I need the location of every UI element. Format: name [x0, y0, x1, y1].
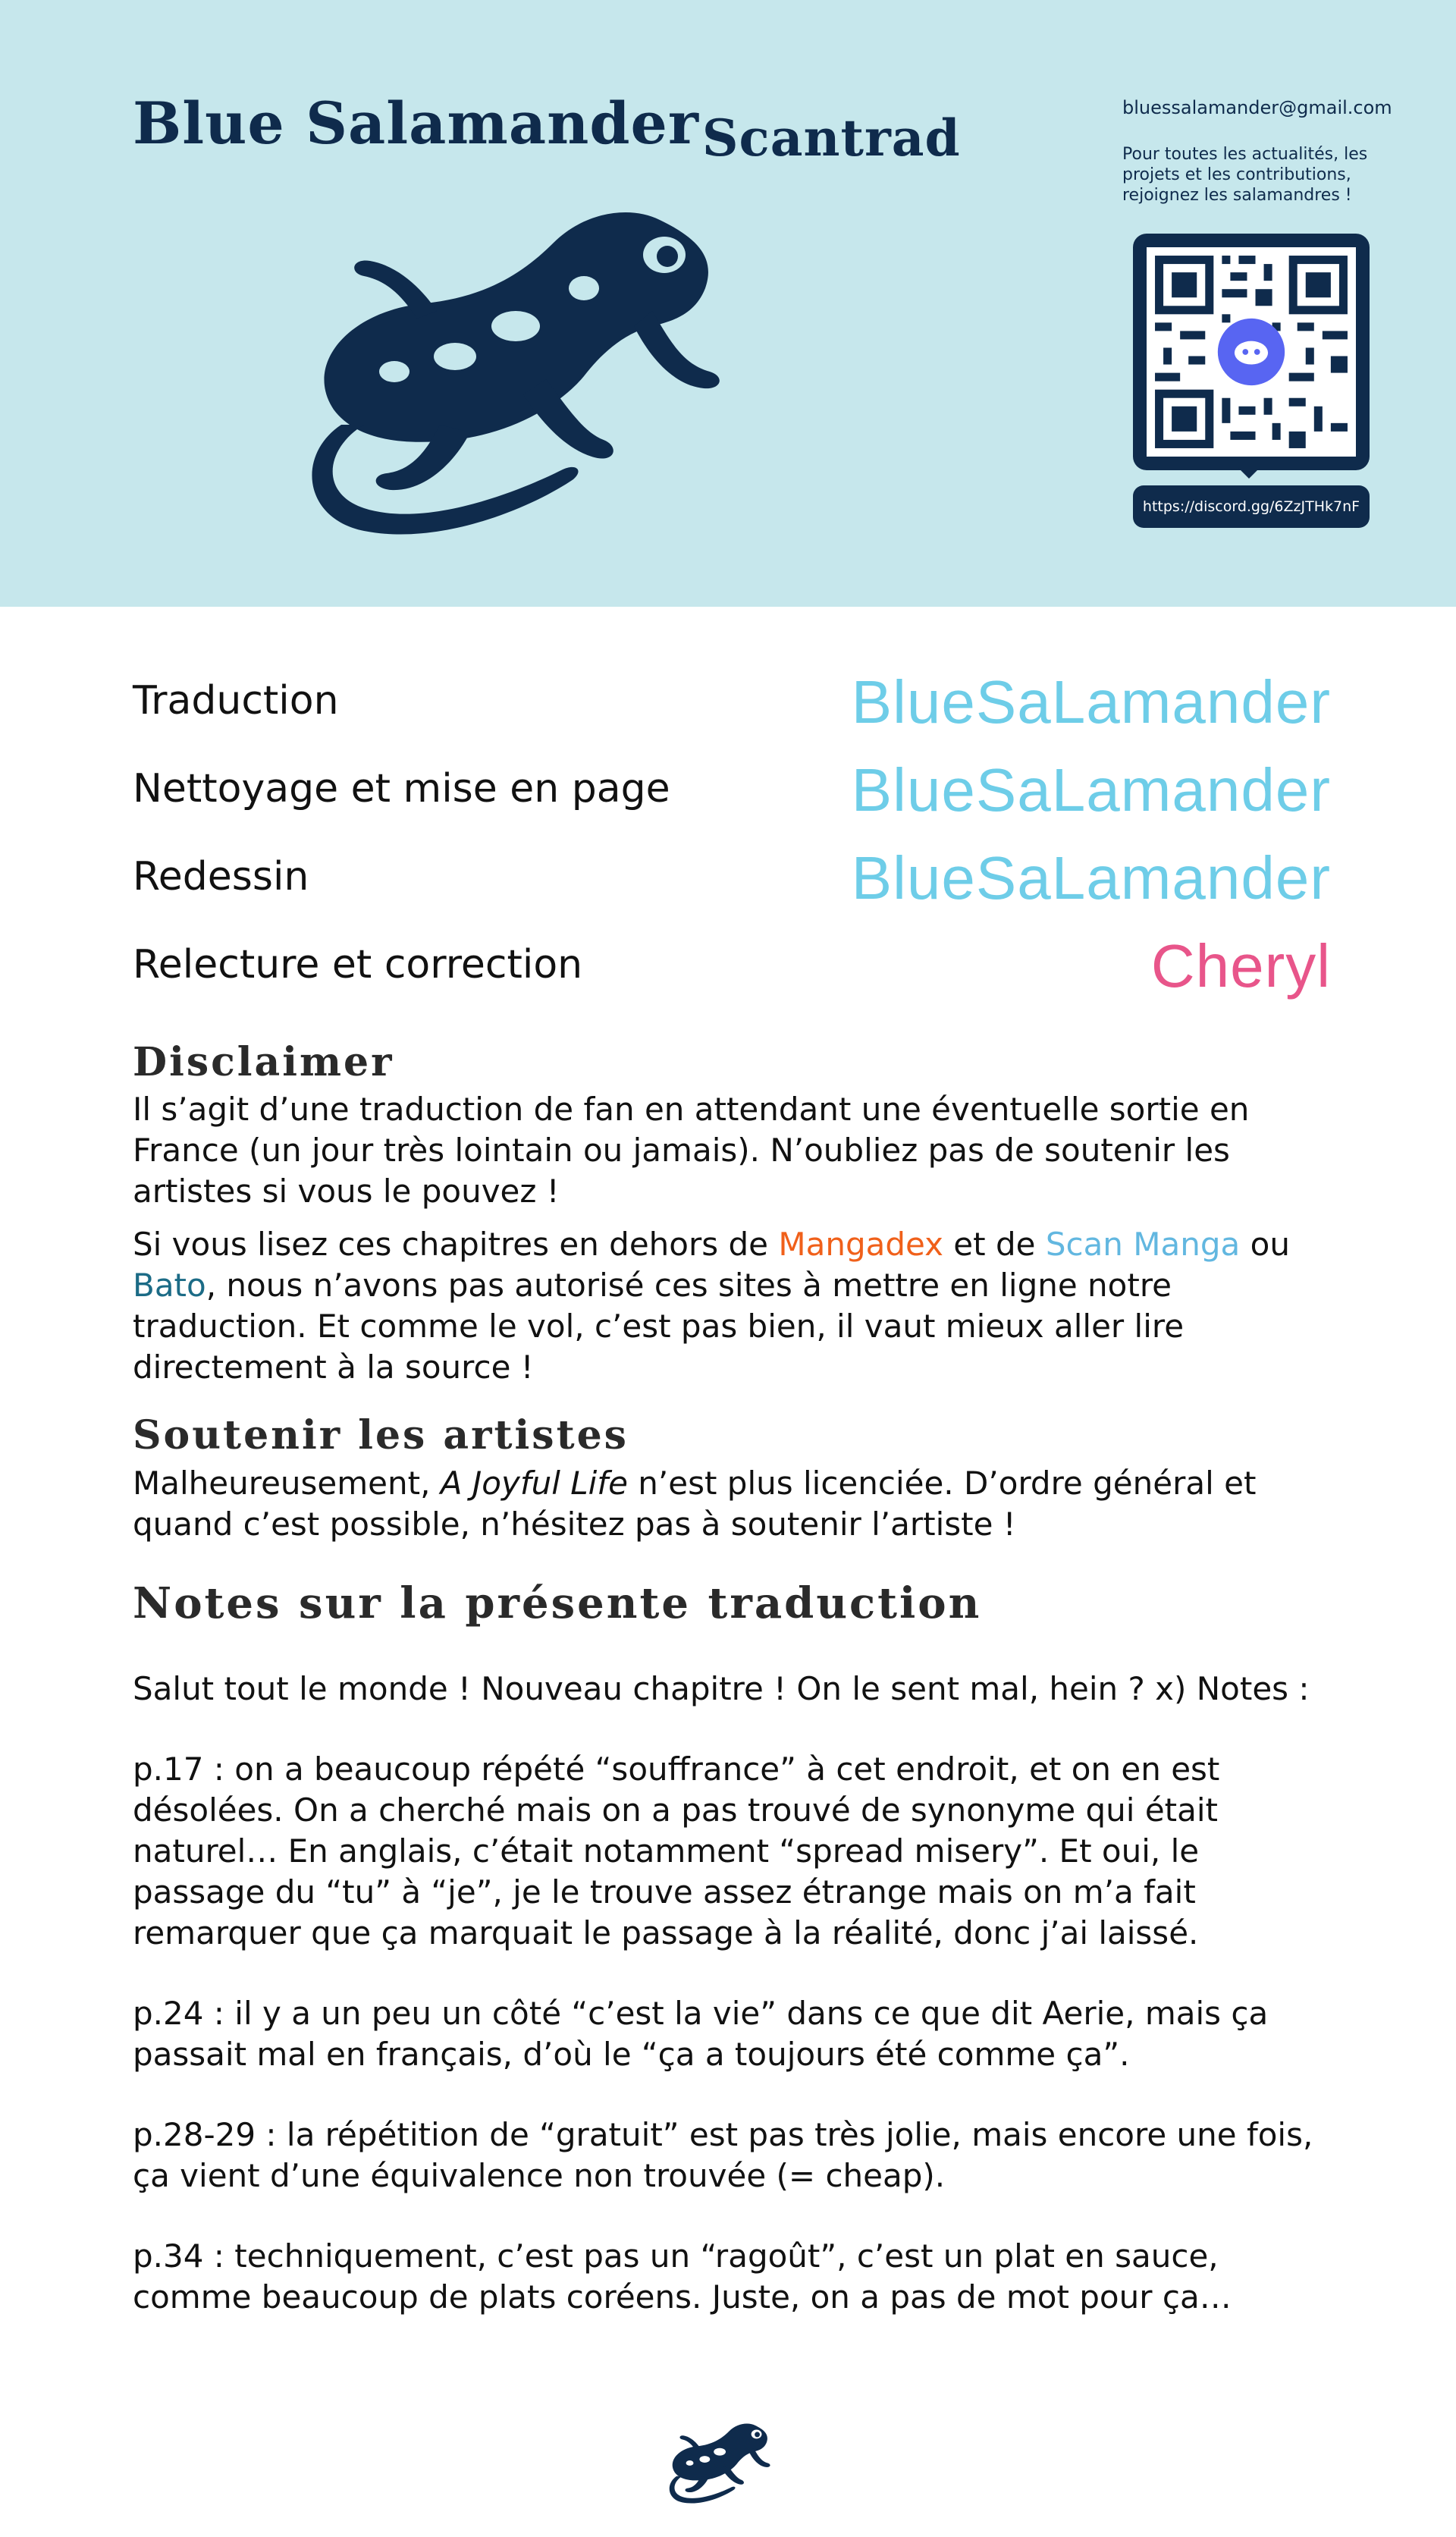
contact-block	[1122, 97, 1392, 206]
brand-sub-title: Scantrad	[701, 108, 961, 168]
credit-row-cleaning	[133, 755, 1331, 843]
disclaimer-title: Disclaimer	[133, 1039, 394, 1085]
notes-title: Notes sur la présente traduction	[133, 1578, 982, 1628]
salamander-logo-icon	[273, 182, 819, 546]
brand-logo	[133, 89, 961, 168]
brand-main-title: Blue Salamander	[133, 89, 699, 157]
credit-role: Redessin	[133, 854, 309, 900]
discord-link[interactable]: https://discord.gg/6ZzJTHk7nF	[1133, 485, 1370, 528]
text-segment: ou	[1240, 1226, 1290, 1264]
text-segment: Si vous lisez ces chapitres en dehors de	[133, 1226, 779, 1264]
qr-code-icon	[1147, 247, 1356, 457]
support-title: Soutenir les artistes	[133, 1412, 629, 1459]
credit-name: BlueSaLamander	[851, 756, 1331, 824]
note-item: p.34 : techniquement, c’est pas un “ragoût”, c’est un plat en sauce, comme beaucoup de plats coréens. Juste, on a pas de mot pour ça…	[133, 2237, 1232, 2316]
note-item: p.24 : il y a un peu un côté “c’est la vie” dans ce que dit Aerie, mais ça passait mal en français, d’où le “ça a toujours été comme ça”.	[133, 1994, 1269, 2073]
credit-name: BlueSaLamander	[851, 844, 1331, 912]
credits-list	[133, 667, 1331, 1019]
text-segment: Malheureusement,	[133, 1464, 441, 1502]
note-item: p.28-29 : la répétition de “gratuit” est pas très jolie, mais encore une fois, ça vient d’une équivalence non trouvée (= cheap).	[133, 2115, 1313, 2194]
credit-name: Cheryl	[1150, 932, 1331, 1000]
notes-intro: Salut tout le monde ! Nouveau chapitre ! On le sent mal, hein ? x) Notes :	[133, 1669, 1310, 1707]
credit-row-redraw	[133, 843, 1331, 931]
community-text: Pour toutes les actualités, les projets et les contributions, rejoignez les salamandres !	[1122, 145, 1368, 205]
note-item: p.17 : on a beaucoup répété “souffrance” à cet endroit, et on en est désolées. On a cherché mais on a pas trouvé de synonyme qui était naturel… En anglais, c’était notamment “spread misery”. Et oui, le passage du “tu” à “je”, je le trouve assez étrange mais on m’a fait remarquer que ça marquait le passage à la réalité, donc j’ai laissé.	[133, 1750, 1220, 1951]
contact-email[interactable]: bluessalamander@gmail.com	[1122, 97, 1392, 118]
support-paragraph	[133, 1463, 1331, 1545]
disclaimer-paragraph-1: Il s’agit d’une traduction de fan en attendant une éventuelle sortie en France (un jour très lointain ou jamais). N’oubliez pas de soutenir les artistes si vous le pouvez !	[133, 1091, 1250, 1210]
salamander-footer-icon	[660, 2416, 795, 2507]
disclaimer-paragraph-2	[133, 1224, 1331, 1388]
header-banner	[0, 0, 1456, 607]
text-segment: , nous n’avons pas autorisé ces sites à mettre en ligne notre traduction. Et comme le vol, c’est pas bien, il vaut mieux aller lire directement à la source !	[133, 1267, 1185, 1386]
mangadex-link[interactable]: Mangadex	[778, 1226, 943, 1264]
credit-role: Nettoyage et mise en page	[133, 766, 670, 812]
bato-link[interactable]: Bato	[133, 1267, 206, 1305]
credit-row-translation	[133, 667, 1331, 755]
text-segment: et de	[943, 1226, 1046, 1264]
work-title: A Joyful Life	[440, 1464, 628, 1502]
scan-manga-link[interactable]: Scan Manga	[1045, 1226, 1241, 1264]
qr-code-pattern	[1147, 247, 1356, 457]
text-segment: n’est plus licenciée. D’ordre général et quand c’est possible, n’hésitez pas à soutenir l’artiste !	[133, 1464, 1257, 1543]
credit-role: Relecture et correction	[133, 942, 583, 987]
credit-name: BlueSaLamander	[851, 668, 1331, 736]
credit-role: Traduction	[133, 678, 339, 724]
credit-row-proofreading	[133, 931, 1331, 1019]
discord-qr-code[interactable]	[1133, 234, 1370, 470]
main-content	[133, 1039, 1331, 2318]
qr-link-pointer	[1238, 468, 1260, 479]
